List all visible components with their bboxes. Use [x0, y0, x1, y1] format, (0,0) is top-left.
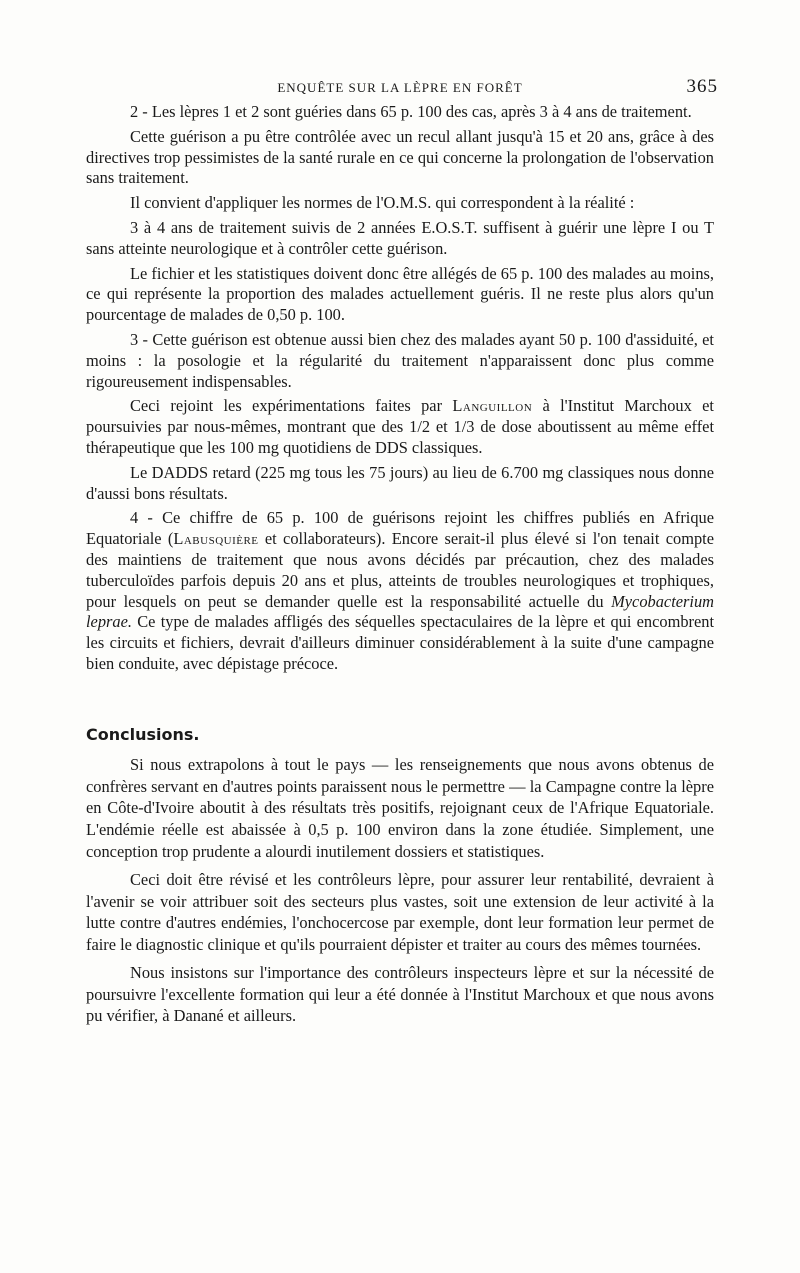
conclusion-paragraph-2: Ceci doit être révisé et les contrôleurs lèpre, pour assurer leur rentabilité, devraient à l'avenir se voir attribuer soit des secteurs plus vastes, soit une extension de leur activité à la lutte contre d'autres endémies, l'onchocercose par exemple, dont leur formation leur permet de faire le diagnostic clinique et qu'ils pourraient dépister et traiter au cours des mêmes tournées. — [86, 869, 714, 955]
page — [86, 76, 718, 1033]
paragraph-9-text-b: et collaborateurs). Encore serait-il plus élevé si l'on tenait compte des maintiens de traitement que nous avons décidés par précaution, chez des malades tuberculoïdes parfois depuis 20 ans et plus, atteints de troubles neurologiques et trophiques, pour lesquels on peut se demander quelle est la responsabilité actuelle du — [86, 529, 714, 611]
body-text — [86, 102, 714, 675]
paragraph-7 — [86, 396, 714, 458]
paragraph-8: Le DADDS retard (225 mg tous les 75 jours) au lieu de 6.700 mg classiques nous donne d'aussi bons résultats. — [86, 462, 714, 503]
paragraph-3: Il convient d'appliquer les normes de l'O.M.S. qui correspondent à la réalité : — [130, 193, 635, 213]
running-head — [86, 76, 718, 102]
paragraph-2: Cette guérison a pu être contrôlée avec un recul allant jusqu'à 15 et 20 ans, grâce à des directives trop pessimistes de la santé rurale en ce qui concerne la prolongation de l'observation sans traitement. — [86, 126, 714, 188]
paragraph-7-text-a: Ceci rejoint les expérimentations faites par — [130, 396, 443, 416]
conclusion-paragraph-3: Nous insistons sur l'importance des contrôleurs inspecteurs lèpre et sur la nécessité de poursuivre l'excellente formation qui leur a été donnée à l'Institut Marchoux et que nous avons pu vérifier, à Danané et ailleurs. — [86, 962, 714, 1026]
paragraph-4: 3 à 4 ans de traitement suivis de 2 années E.O.S.T. suffisent à guérir une lèpre I ou T sans atteinte neurologique et à contrôler cette guérison. — [86, 217, 714, 258]
conclusions-section — [86, 754, 714, 1028]
author-name-languillon: Languillon — [452, 396, 533, 416]
conclusion-paragraph-1: Si nous extrapolons à tout le pays — les renseignements que nous avons obtenus de confrères servant en d'autres points paraissent nous le permettre — la Campagne contre la lèpre en Côte-d'Ivoire aboutit à des résultats très positifs, rejoignant ceux de l'Afrique Equatoriale. L'endémie réelle est abaissée à 0,5 p. 100 environ dans la zone étudiée. Simplement, une conception trop prudente a alourdi inutilement dossiers et statistiques. — [86, 754, 714, 861]
species-name: Mycobacterium leprae. — [86, 591, 714, 632]
running-title: ENQUÊTE SUR LA LÈPRE EN FORÊT — [277, 80, 523, 95]
paragraph-7-text-b: à l'Institut Marchoux et poursuivies par nous-mêmes, montrant que des 1/2 et 1/3 de dose aboutissent au même effet thérapeutique que les 100 mg quotidiens de DDS classiques. — [86, 396, 714, 457]
paragraph-6: 3 - Cette guérison est obtenue aussi bien chez des malades ayant 50 p. 100 d'assiduité, et moins : la posologie et la régularité du traitement n'apparaissent donc plus comme rigoureusement indispensables. — [86, 329, 714, 391]
paragraph-9-text-a: 4 - Ce chiffre de 65 p. 100 de guérisons rejoint les chiffres publiés en Afrique Equatoriale ( — [86, 508, 714, 549]
paragraph-9-text-c: Ce type de malades affligés des séquelles spectaculaires de la lèpre et qui encombrent les circuits et fichiers, devrait d'ailleurs diminuer considérablement à la suite d'une campagne bien conduite, avec dépistage précoce. — [86, 612, 715, 673]
paragraph-5: Le fichier et les statistiques doivent donc être allégés de 65 p. 100 des malades au moins, ce qui représente la proportion des malades actuellement guéris. Il ne reste plus alors qu'un pourcentage de malades de 0,50 p. 100. — [86, 263, 714, 325]
page-number: 365 — [686, 76, 718, 97]
paragraph-9 — [86, 508, 714, 674]
section-heading-conclusions: Conclusions. — [86, 724, 200, 744]
author-name-labusquiere: Labusquière — [173, 529, 259, 549]
paragraph-1: 2 - Les lèpres 1 et 2 sont guéries dans 65 p. 100 des cas, après 3 à 4 ans de traitement. — [130, 102, 692, 121]
